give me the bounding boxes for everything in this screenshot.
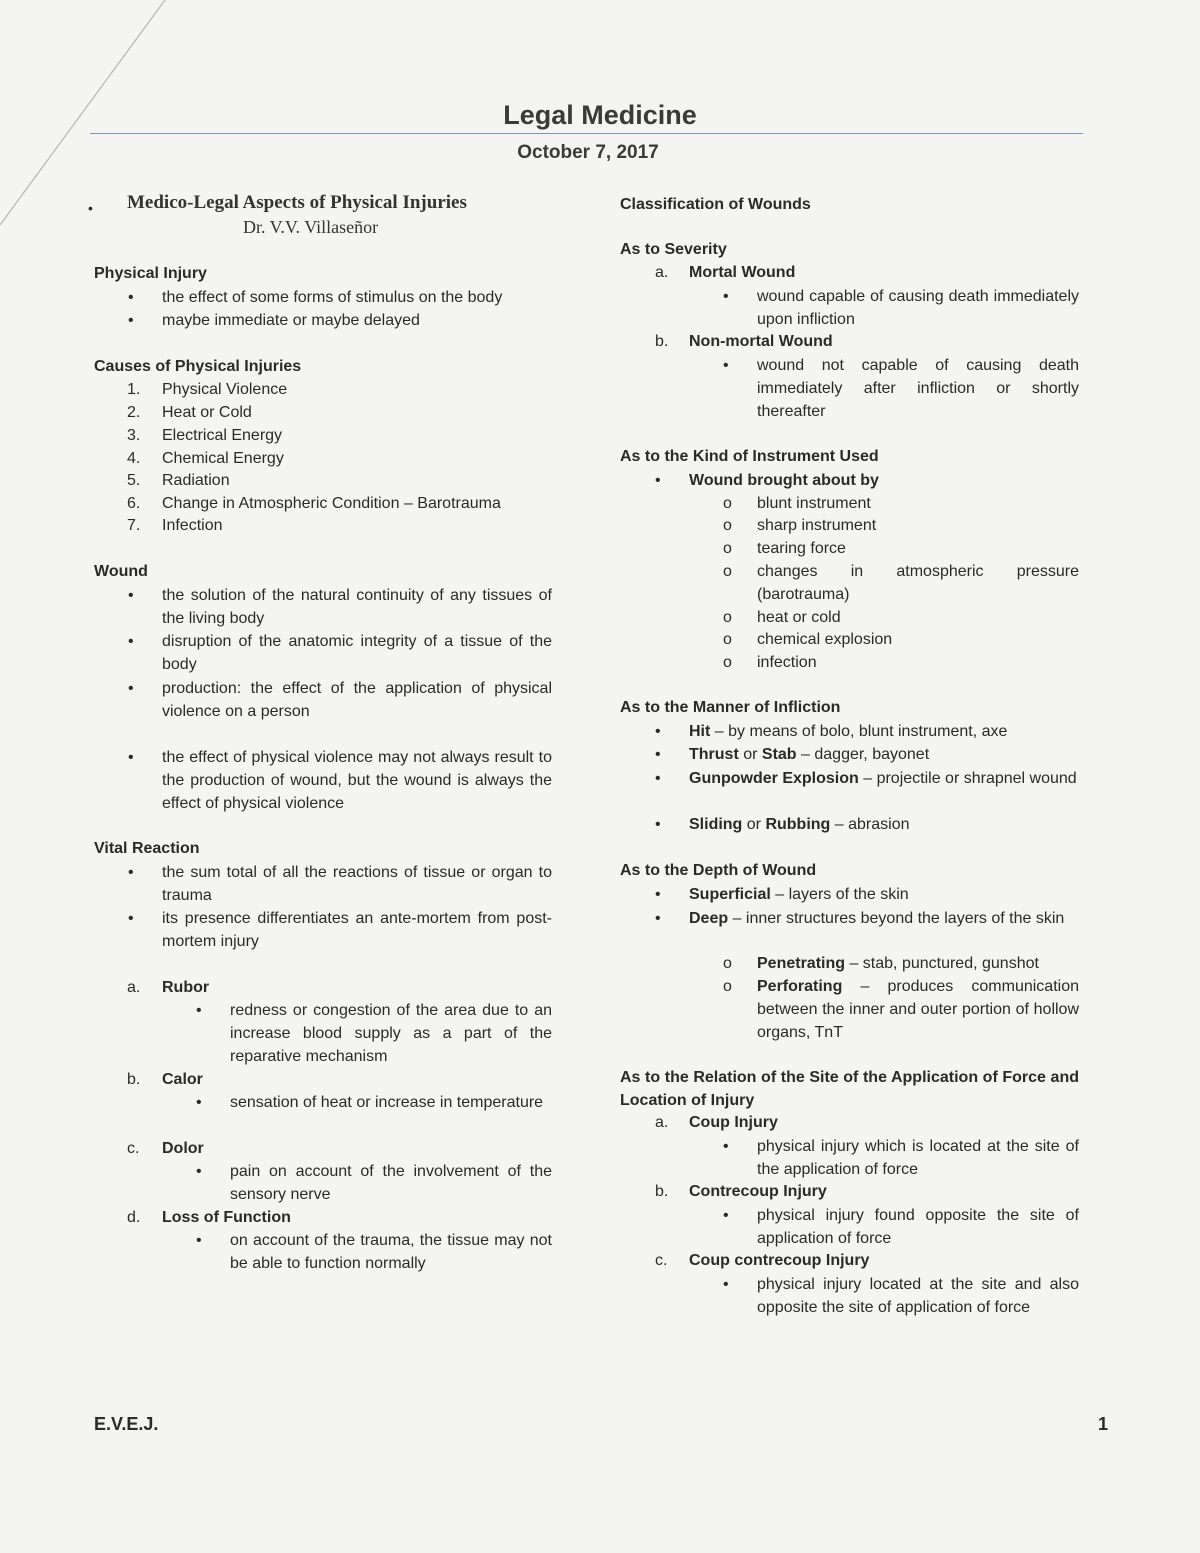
- list-letter: a.: [655, 1114, 669, 1131]
- sub-heading: Wound brought about by: [689, 472, 879, 489]
- list-item: Physical Violence: [162, 381, 288, 398]
- circle-bullet-icon: o: [723, 978, 732, 995]
- bullet-icon: •: [655, 886, 661, 903]
- list-number: 3.: [127, 427, 141, 444]
- circle-bullet-icon: o: [723, 609, 732, 626]
- list-letter: a.: [127, 979, 141, 996]
- list-number: 5.: [127, 472, 141, 489]
- sub-heading: Coup Injury: [689, 1114, 778, 1131]
- list-item: disruption of the anatomic integrity of a tissue of the body: [162, 633, 552, 673]
- stray-dot: •: [88, 200, 93, 216]
- sub-heading: Mortal Wound: [689, 264, 796, 281]
- manner-heading: As to the Manner of Infliction: [620, 699, 841, 716]
- list-item: infection: [757, 654, 817, 671]
- page-title: Legal Medicine: [503, 100, 697, 130]
- sub-heading: Calor: [162, 1071, 203, 1088]
- list-item: [689, 813, 910, 836]
- bullet-icon: •: [196, 1002, 202, 1019]
- list-letter: b.: [127, 1071, 141, 1088]
- bullet-icon: •: [196, 1163, 202, 1180]
- footer-initials: E.V.E.J.: [94, 1414, 159, 1434]
- term-description: – layers of the skin: [770, 886, 909, 903]
- sub-heading: Dolor: [162, 1140, 204, 1157]
- term-description: – by means of bolo, blunt instrument, axe: [710, 723, 1008, 740]
- term-description: – stab, punctured, gunshot: [845, 955, 1039, 972]
- term: Rubbing: [765, 816, 831, 833]
- instrument-heading: As to the Kind of Instrument Used: [620, 448, 879, 465]
- term: Deep: [689, 910, 729, 927]
- term-description: – dagger, bayonet: [796, 746, 930, 763]
- list-item: wound capable of causing death immediately upon infliction: [757, 288, 1079, 328]
- list-item: [689, 767, 1079, 790]
- list-item: maybe immediate or maybe delayed: [162, 312, 420, 329]
- sub-heading: Rubor: [162, 979, 210, 996]
- sub-heading: Non-mortal Wound: [689, 333, 833, 350]
- circle-bullet-icon: o: [723, 563, 732, 580]
- vital-reaction-heading: Vital Reaction: [94, 840, 200, 857]
- list-item: the solution of the natural continuity of any tissues of the living body: [162, 587, 552, 627]
- circle-bullet-icon: o: [723, 955, 732, 972]
- bullet-icon: •: [128, 587, 134, 604]
- list-number: 7.: [127, 517, 141, 534]
- sub-heading: Contrecoup Injury: [689, 1183, 827, 1200]
- sub-heading: Coup contrecoup Injury: [689, 1252, 870, 1269]
- list-item: physical injury located at the site and also opposite the site of application of force: [757, 1276, 1079, 1316]
- physical-injury-heading: Physical Injury: [94, 265, 207, 282]
- list-letter: b.: [655, 333, 669, 350]
- bullet-icon: •: [128, 312, 134, 329]
- bullet-icon: •: [723, 1207, 729, 1224]
- page-date: October 7, 2017: [517, 142, 659, 163]
- list-item: [689, 883, 909, 906]
- list-item: Change in Atmospheric Condition – Barotrauma: [162, 495, 501, 512]
- list-number: 6.: [127, 495, 141, 512]
- list-item: sharp instrument: [757, 517, 877, 534]
- term: Perforating: [757, 978, 843, 995]
- bullet-icon: •: [723, 1138, 729, 1155]
- list-item: the sum total of all the reactions of tissue or organ to trauma: [162, 864, 552, 904]
- bullet-icon: •: [655, 723, 661, 740]
- list-item: redness or congestion of the area due to an increase blood supply as a part of the reparative mechanism: [230, 1002, 552, 1065]
- list-item: Radiation: [162, 472, 230, 489]
- bullet-icon: •: [128, 910, 134, 927]
- bullet-icon: •: [128, 749, 134, 766]
- circle-bullet-icon: o: [723, 540, 732, 557]
- list-item: changes in atmospheric pressure (barotrauma): [757, 563, 1079, 603]
- term-description: – produces communication between the inner and outer portion of hollow organs, TnT: [757, 978, 1079, 1041]
- bullet-icon: •: [196, 1094, 202, 1111]
- list-item: physical injury found opposite the site of application of force: [757, 1207, 1079, 1247]
- list-item: chemical explosion: [757, 631, 893, 648]
- list-item: [689, 720, 1007, 743]
- causes-heading: Causes of Physical Injuries: [94, 358, 302, 375]
- list-item: Infection: [162, 517, 223, 534]
- author: Dr. V.V. Villaseñor: [243, 217, 379, 237]
- list-item: wound not capable of causing death immediately after infliction or shortly thereafter: [757, 357, 1079, 420]
- depth-heading: As to the Depth of Wound: [620, 862, 817, 879]
- circle-bullet-icon: o: [723, 631, 732, 648]
- bullet-icon: •: [655, 746, 661, 763]
- list-item: [757, 952, 1039, 975]
- term: Superficial: [689, 886, 771, 903]
- wound-heading: Wound: [94, 563, 148, 580]
- circle-bullet-icon: o: [723, 654, 732, 671]
- term: Gunpowder Explosion: [689, 770, 859, 787]
- bullet-icon: •: [655, 910, 661, 927]
- term: Hit: [689, 723, 711, 740]
- bullet-icon: •: [128, 633, 134, 650]
- list-item: [689, 743, 929, 766]
- list-letter: d.: [127, 1209, 141, 1226]
- list-letter: c.: [127, 1140, 140, 1157]
- list-item: blunt instrument: [757, 495, 871, 512]
- list-number: 1.: [127, 381, 141, 398]
- list-number: 4.: [127, 450, 141, 467]
- page-number: 1: [1098, 1414, 1109, 1434]
- left-heading: Medico-Legal Aspects of Physical Injuries: [127, 192, 467, 213]
- list-item: the effect of some forms of stimulus on the body: [162, 289, 503, 306]
- relation-heading: As to the Relation of the Site of the Application of Force and Location of Injury: [620, 1069, 1079, 1109]
- list-item: sensation of heat or increase in temperature: [230, 1094, 544, 1111]
- bullet-icon: •: [655, 472, 661, 489]
- list-item: pain on account of the involvement of the sensory nerve: [230, 1163, 552, 1203]
- list-item: Chemical Energy: [162, 450, 284, 467]
- list-letter: b.: [655, 1183, 669, 1200]
- list-item: [757, 975, 1079, 1044]
- bullet-icon: •: [655, 770, 661, 787]
- list-item: physical injury which is located at the site of the application of force: [757, 1138, 1079, 1178]
- bullet-icon: •: [723, 288, 729, 305]
- list-item: the effect of physical violence may not always result to the production of wound, but the wound is always the effect of physical violence: [162, 749, 552, 812]
- term: Sliding: [689, 816, 743, 833]
- list-item: Electrical Energy: [162, 427, 283, 444]
- connector: or: [742, 816, 766, 833]
- term: Thrust: [689, 746, 739, 763]
- list-item: [689, 907, 1079, 930]
- sub-heading: Loss of Function: [162, 1209, 291, 1226]
- list-item: production: the effect of the application of physical violence on a person: [162, 680, 552, 720]
- term-description: – projectile or shrapnel wound: [858, 770, 1077, 787]
- list-item: on account of the trauma, the tissue may not be able to function normally: [230, 1232, 552, 1272]
- list-item: Heat or Cold: [162, 404, 252, 421]
- list-item: its presence differentiates an ante-mortem from post-mortem injury: [162, 910, 552, 950]
- bullet-icon: •: [723, 357, 729, 374]
- term-description: – abrasion: [830, 816, 910, 833]
- bullet-icon: •: [723, 1276, 729, 1293]
- circle-bullet-icon: o: [723, 495, 732, 512]
- bullet-icon: •: [128, 680, 134, 697]
- bullet-icon: •: [196, 1232, 202, 1249]
- bullet-icon: •: [128, 864, 134, 881]
- severity-heading: As to Severity: [620, 241, 727, 258]
- term: Stab: [761, 746, 797, 763]
- circle-bullet-icon: o: [723, 517, 732, 534]
- term-description: – inner structures beyond the layers of the skin: [728, 910, 1065, 927]
- title-divider: [90, 133, 1083, 134]
- list-item: heat or cold: [757, 609, 841, 626]
- list-item: tearing force: [757, 540, 846, 557]
- term: Penetrating: [757, 955, 846, 972]
- classification-heading: Classification of Wounds: [620, 196, 811, 213]
- bullet-icon: •: [655, 816, 661, 833]
- connector: or: [738, 746, 762, 763]
- list-letter: a.: [655, 264, 669, 281]
- list-number: 2.: [127, 404, 141, 421]
- list-letter: c.: [655, 1252, 668, 1269]
- bullet-icon: •: [128, 289, 134, 306]
